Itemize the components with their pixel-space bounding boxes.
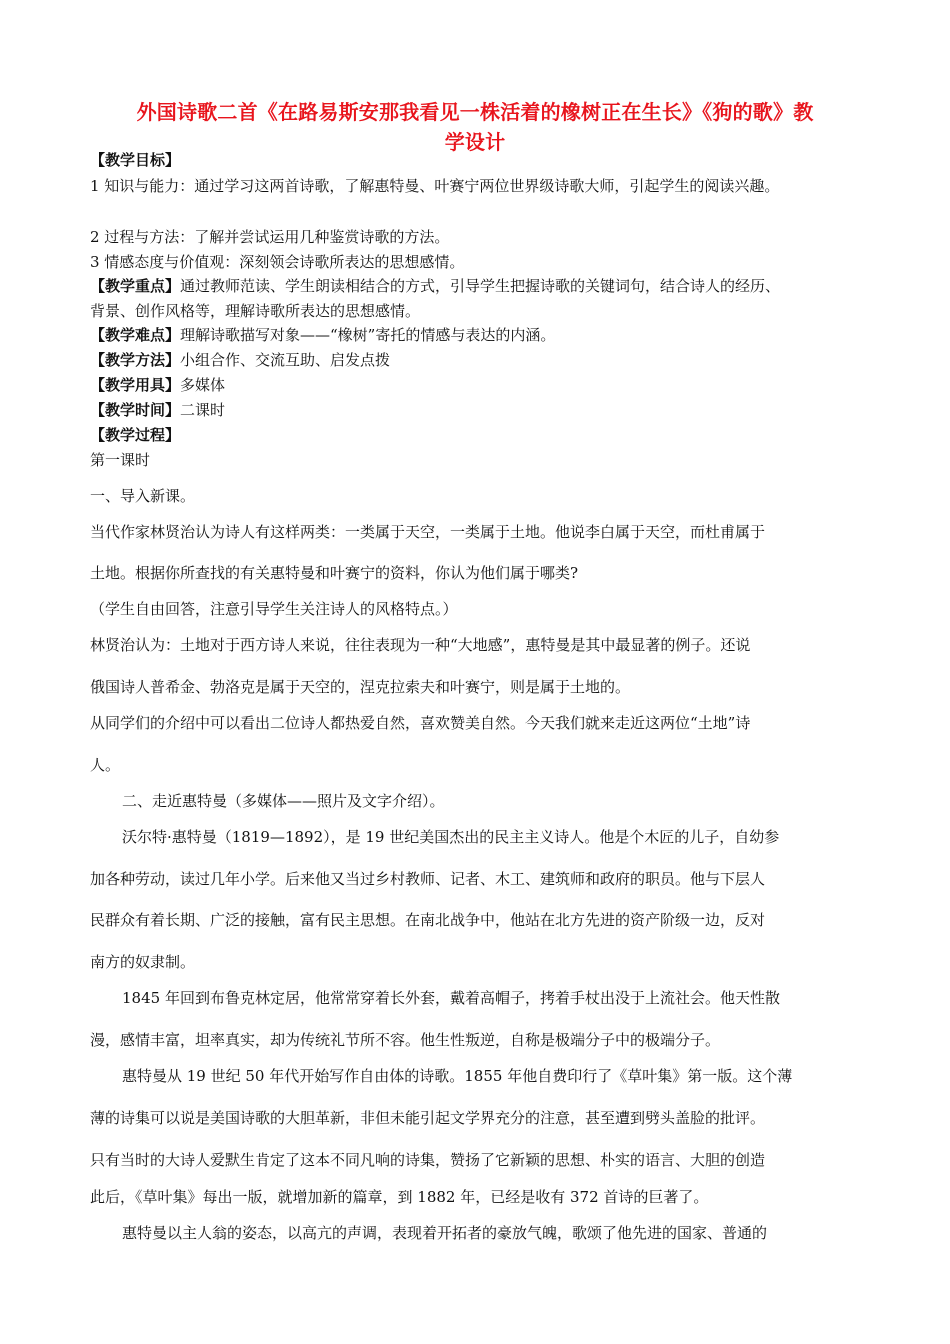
para-2-line-1: 林贤治认为：土地对于西方诗人来说，往往表现为一种“大地感”，惠特曼是其中最显著的例子。还说: [90, 636, 751, 654]
para-3-line-1: 从同学们的介绍中可以看出二位诗人都热爱自然，喜欢赞美自然。今天我们就来走近这两位“土地”诗: [90, 714, 751, 732]
title-line-2: 学设计: [444, 130, 506, 154]
para-6-line-1: 惠特曼从 19 世纪 50 年代开始写作自由体的诗歌。1855 年他自费印行了《草叶集》第一版。这个薄: [122, 1067, 793, 1085]
difficulty-row: [90, 325, 880, 345]
document-title: [80, 97, 870, 157]
focus-row: [90, 276, 880, 296]
para-1-line-1: 当代作家林贤治认为诗人有这样两类：一类属于天空，一类属于土地。他说李白属于天空，而杜甫属于: [90, 523, 766, 541]
para-1-line-2: 土地。根据你所查找的有关惠特曼和叶赛宁的资料，你认为他们属于哪类?: [90, 564, 579, 582]
para-6-line-2: 薄的诗集可以说是美国诗歌的大胆革新，非但未能引起文学界充分的注意，甚至遭到劈头盖脸的批评。: [90, 1109, 766, 1127]
focus-text-cont: 背景、创作风格等，理解诗歌所表达的思想感情。: [90, 302, 421, 320]
goals-heading: 【教学目标】: [90, 151, 181, 169]
para-6-line-3: 只有当时的大诗人爱默生肯定了这本不同凡响的诗集，赞扬了它新颖的思想、朴实的语言、大胆的创造: [90, 1151, 766, 1169]
method-label: 【教学方法】: [90, 351, 181, 369]
focus-label: 【教学重点】: [90, 277, 181, 295]
time-label: 【教学时间】: [90, 401, 181, 419]
time-row: [90, 400, 880, 420]
step-1-heading: 一、导入新课。: [90, 487, 196, 505]
method-row: [90, 350, 880, 370]
para-1-note: （学生自由回答，注意引导学生关注诗人的风格特点。）: [90, 600, 458, 618]
goal-2: 2 过程与方法：了解并尝试运用几种鉴赏诗歌的方法。: [90, 228, 450, 246]
method-text: 小组合作、交流互助、启发点拨: [180, 351, 391, 369]
para-5-line-2: 漫，感情丰富，坦率真实，却为传统礼节所不容。他生性叛逆，自称是极端分子中的极端分子。: [90, 1031, 721, 1049]
para-4-line-2: 加各种劳动，读过几年小学。后来他又当过乡村教师、记者、木工、建筑师和政府的职员。他与下层人: [90, 870, 766, 888]
lesson-1-heading: 第一课时: [90, 451, 151, 469]
difficulty-label: 【教学难点】: [90, 326, 181, 344]
para-6-line-4: 此后，《草叶集》每出一版，就增加新的篇章，到 1882 年，已经是收有 372 首诗的巨著了。: [90, 1188, 709, 1206]
process-heading: 【教学过程】: [90, 426, 181, 444]
tools-row: [90, 375, 880, 395]
para-3-line-2: 人。: [90, 756, 121, 774]
focus-text: 通过教师范读、学生朗读相结合的方式，引导学生把握诗歌的关键词句，结合诗人的经历、: [180, 277, 781, 295]
para-4-line-1: 沃尔特·惠特曼（1819—1892），是 19 世纪美国杰出的民主主义诗人。他是个木匠的儿子，自幼参: [122, 828, 780, 846]
tools-label: 【教学用具】: [90, 376, 181, 394]
para-2-line-2: 俄国诗人普希金、勃洛克是属于天空的，涅克拉索夫和叶赛宁，则是属于土地的。: [90, 678, 631, 696]
tools-text: 多媒体: [180, 376, 226, 394]
step-2-heading: 二、走近惠特曼（多媒体——照片及文字介绍）。: [122, 792, 445, 810]
para-7-line-1: 惠特曼以主人翁的姿态，以高亢的声调，表现着开拓者的豪放气魄，歌颂了他先进的国家、普通的: [122, 1224, 768, 1242]
para-4-line-4: 南方的奴隶制。: [90, 953, 196, 971]
goal-1: 1 知识与能力：通过学习这两首诗歌，了解惠特曼、叶赛宁两位世界级诗歌大师，引起学生的阅读兴趣。: [90, 177, 780, 195]
para-5-line-1: 1845 年回到布鲁克林定居，他常常穿着长外套，戴着高帽子，拷着手杖出没于上流社会。他天性散: [122, 989, 780, 1007]
difficulty-text: 理解诗歌描写对象——“橡树”寄托的情感与表达的内涵。: [180, 326, 556, 344]
title-line-1: 外国诗歌二首《在路易斯安那我看见一株活着的橡树正在生长》《狗的歌》教: [136, 100, 814, 124]
time-text: 二课时: [180, 401, 226, 419]
para-4-line-3: 民群众有着长期、广泛的接触，富有民主思想。在南北战争中，他站在北方先进的资产阶级一边，反对: [90, 911, 766, 929]
goal-3: 3 情感态度与价值观：深刻领会诗歌所表达的思想感情。: [90, 253, 465, 271]
